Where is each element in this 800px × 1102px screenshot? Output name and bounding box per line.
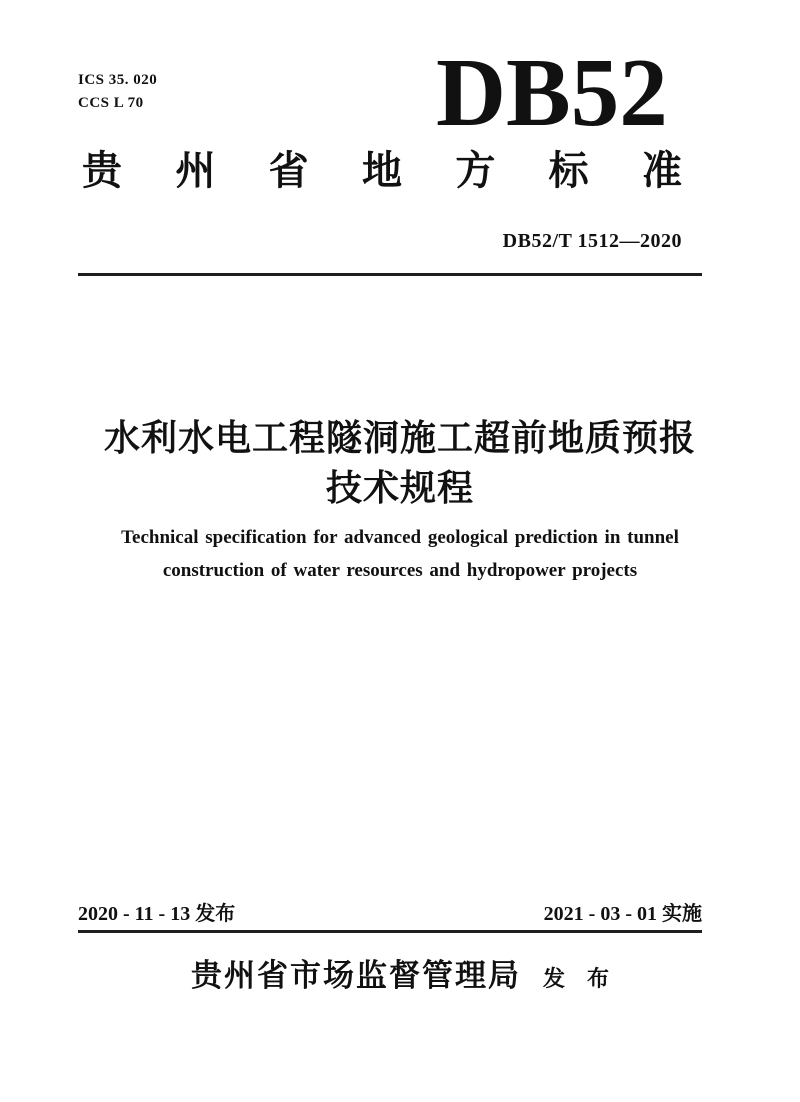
issue-date: 2020 - 11 - 13 发布 [78, 903, 236, 925]
standard-name-char: 方 [455, 148, 496, 193]
standard-name-char: 标 [548, 148, 589, 193]
standard-name-char: 省 [268, 148, 309, 193]
publisher-name: 贵州省市场监督管理局 [190, 958, 521, 993]
english-title-line2: construction of water resources and hydropower projects [162, 560, 638, 581]
standard-name-char: 贵 [82, 148, 122, 193]
ccs-code: CCS L 70 [78, 95, 144, 111]
standard-name-char: 州 [175, 148, 216, 193]
bottom-rule [78, 930, 702, 933]
top-rule [78, 273, 702, 276]
standard-number: DB52/T 1512—2020 [502, 230, 682, 252]
english-title-line1: Technical specification for advanced geological prediction in tunnel [121, 527, 679, 548]
implementation-date: 2021 - 03 - 01 实施 [543, 903, 702, 925]
ics-code: ICS 35. 020 [78, 72, 158, 88]
chinese-title [0, 413, 800, 513]
db52-logotype: DB52 [436, 39, 668, 146]
classification-codes [78, 69, 157, 115]
publish-label: 发 布 [542, 966, 609, 991]
standard-name-char: 地 [361, 148, 402, 193]
standard-name-row [82, 147, 682, 195]
standard-name-char: 准 [641, 148, 682, 193]
english-title [0, 521, 800, 587]
publisher-row [0, 958, 800, 994]
dates-row [78, 901, 702, 927]
chinese-title-line2: 技术规程 [325, 467, 474, 508]
chinese-title-line1: 水利水电工程隧洞施工超前地质预报 [103, 417, 696, 458]
